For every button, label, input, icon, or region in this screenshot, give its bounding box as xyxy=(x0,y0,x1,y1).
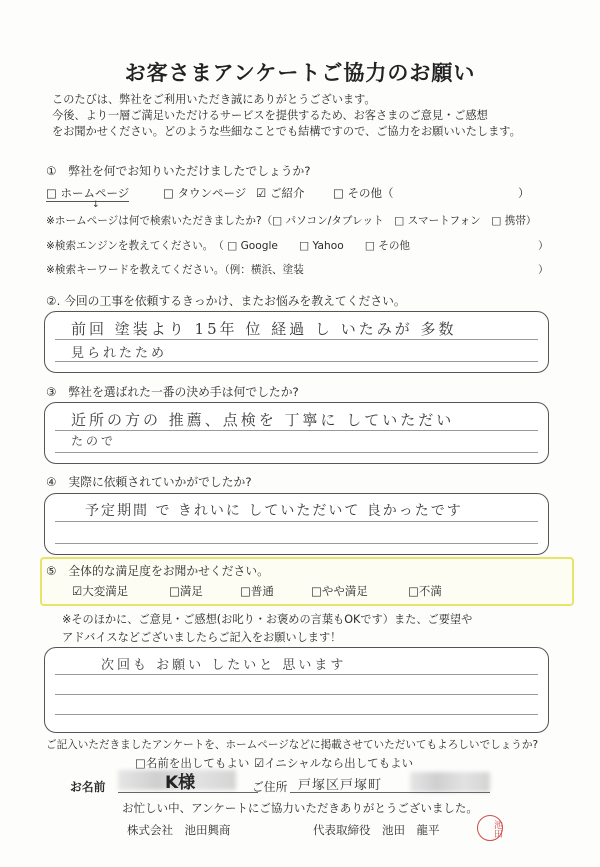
representative-name: 代表取締役 池田 龍平 xyxy=(313,823,440,837)
q3-answer-line-1: 近所の方の 推薦、点検を 丁寧に していただい xyxy=(71,411,455,429)
page-title: お客さまアンケートご協力のお願い xyxy=(124,61,476,85)
company-seal: 池田 xyxy=(477,815,503,841)
thanks-message: お忙しい中、アンケートにご協力いただきありがとうございました。 xyxy=(122,801,478,815)
name-underline xyxy=(118,792,258,793)
q5-option-dissatisfied[interactable]: □不満 xyxy=(408,584,442,598)
q1-option-referral[interactable]: ☑ ご紹介 xyxy=(256,186,305,200)
publish-question: ご記入いただきましたアンケートを、ホームページなどに掲載させていただいてもよろしいでしょうか? xyxy=(46,739,539,751)
q5-option-satisfied[interactable]: □満足 xyxy=(169,584,203,598)
q2-answer-line-1: 前回 塗装より 15年 位 経過 し いたみが 多数 xyxy=(71,320,457,338)
q5-option-neutral[interactable]: □普通 xyxy=(240,584,274,598)
intro-line-2: 今後、より一層ご満足いただけるサービスを提供するため、お客さまのご意見・ご感想 xyxy=(52,109,488,122)
q1-sub3-close: ） xyxy=(538,264,549,276)
q6-answer-box[interactable] xyxy=(44,647,549,733)
q1-option-townpage[interactable]: □ タウンページ xyxy=(163,186,247,200)
q5-label: ⑤ 全体的な満足度をお聞かせください。 xyxy=(46,564,269,578)
q2-answer-line-2: 見られたため xyxy=(71,346,168,361)
q5-option-very-satisfied[interactable]: ☑大変満足 xyxy=(72,584,129,598)
q1-option-other[interactable]: □ その他（ xyxy=(333,186,394,200)
q5-option-somewhat-satisfied[interactable]: □やや満足 xyxy=(311,584,368,598)
q4-answer-line-1: 予定期間 で きれいに していただいて 良かったです xyxy=(85,503,463,519)
q2-label: ②. 今回の工事を依頼するきっかけ、またお悩みを教えてください。 xyxy=(46,294,406,308)
q3-answer-line-2: たので xyxy=(71,434,117,448)
q1-label: ① 弊社を何でお知りいただけましたでしょうか? xyxy=(46,164,311,178)
q1-option-other-close: ） xyxy=(518,186,530,200)
q4-answer-box[interactable] xyxy=(44,493,549,555)
address-value: 戸塚区戸塚町 xyxy=(298,778,383,793)
q6-answer-line-1: 次回も お願い したいと 思います xyxy=(101,658,347,673)
address-label: ご住所 xyxy=(252,780,288,794)
q1-sub3: ※検索キーワードを教えてください。（例：横浜、塗装 xyxy=(46,264,304,276)
q2-answer-box[interactable] xyxy=(44,311,549,373)
company-name: 株式会社 池田興商 xyxy=(127,823,231,837)
q1-option-homepage[interactable]: □ ホームページ xyxy=(46,186,130,200)
intro-line-3: をお聞かせください。どのような些細なことでも結構ですので、ご協力をお願いいたします。 xyxy=(52,125,521,138)
q6-note-2: アドバイスなどございましたらご記入をお願いします！ xyxy=(62,631,342,644)
name-label: お名前 xyxy=(70,780,106,794)
address-blur xyxy=(410,772,490,792)
q4-label: ④ 実際に依頼されていかがでしたか? xyxy=(46,475,252,489)
arrow-down-icon: ↓ xyxy=(92,200,100,210)
q3-label: ③ 弊社を選ばれた一番の決め手は何でしたか? xyxy=(46,385,299,399)
publish-option-initials[interactable]: ☑イニシャルなら出してもよい xyxy=(254,756,414,770)
address-underline xyxy=(290,792,490,793)
q1-sub2-close: ） xyxy=(538,240,549,252)
q3-answer-box[interactable] xyxy=(44,402,549,464)
intro-line-1: このたびは、弊社をご利用いただき誠にありがとうございます。 xyxy=(52,93,376,106)
publish-option-name[interactable]: □名前を出してもよい xyxy=(135,756,250,770)
q1-sub1: ※ホームページは何で検索いただきましたか?（□ パソコン/タブレット □ スマートフォン □ 携帯） xyxy=(46,215,537,227)
name-value: K様 xyxy=(165,773,196,793)
q1-sub2: ※検索エンジンを教えてください。 （ □ Google □ Yahoo □ その他 xyxy=(46,240,411,252)
q6-note-1: ※そのほかに、ご意見・ご感想(お叱り・お褒めの言葉もOKです）また、ご要望や xyxy=(62,613,473,626)
